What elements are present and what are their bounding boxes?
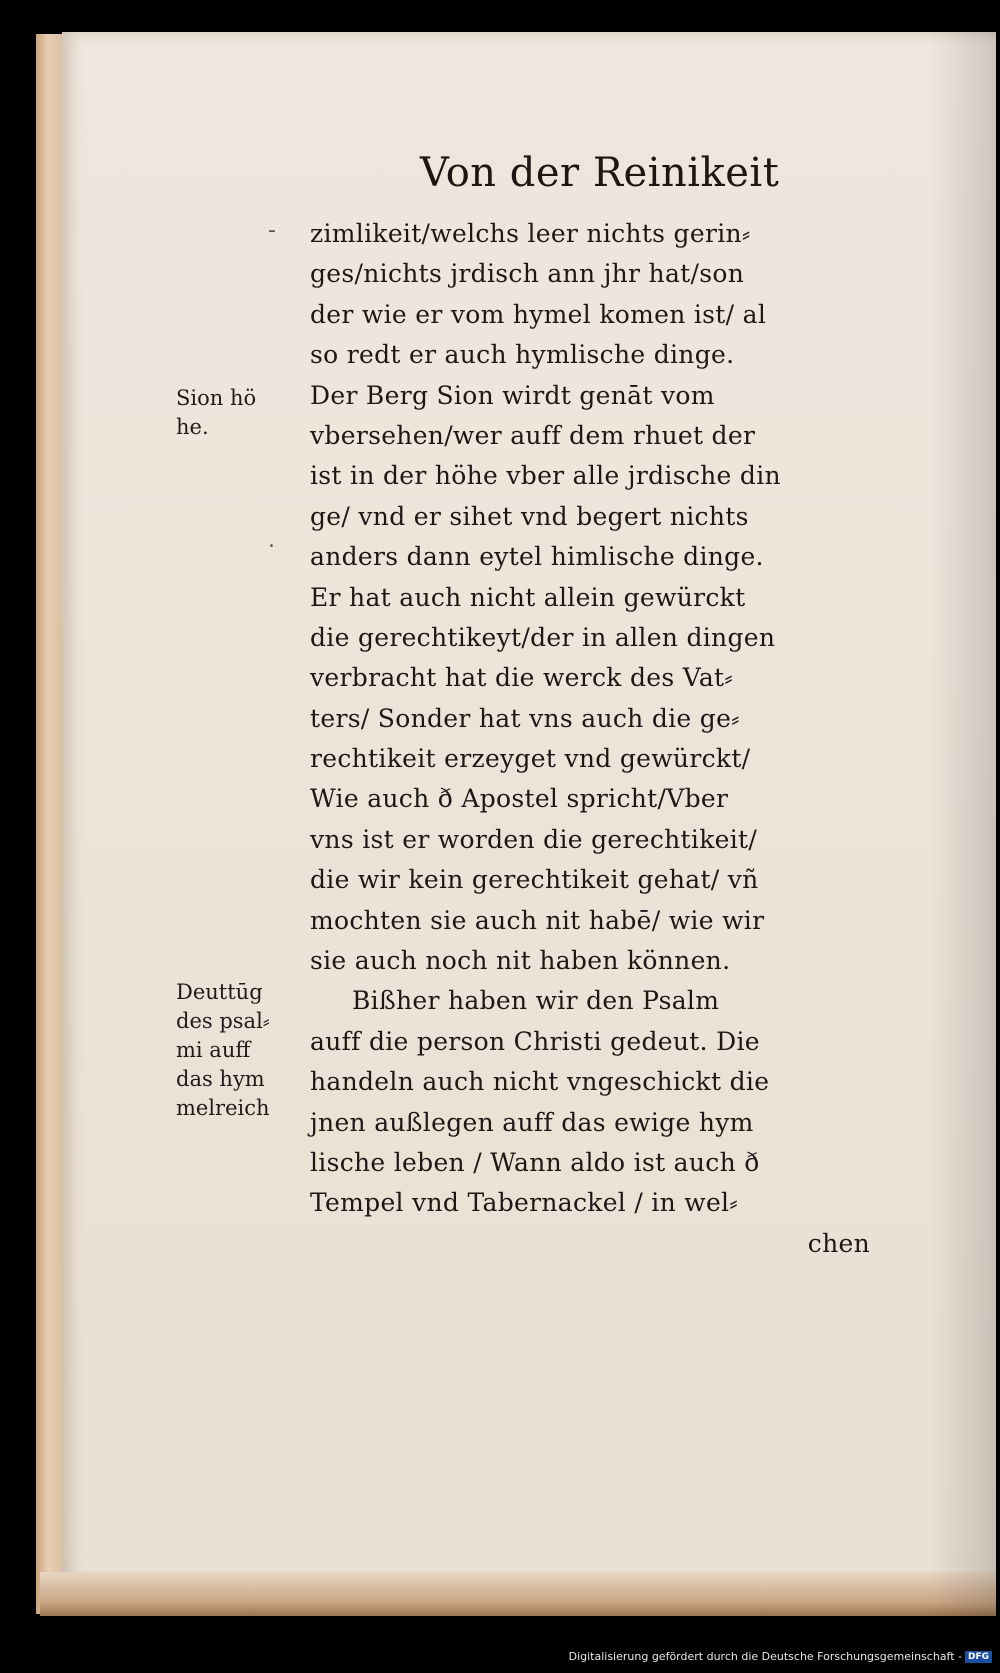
margin-note-line: mi auff [176, 1038, 251, 1062]
text-line: Er hat auch nicht allein gewürckt [310, 582, 746, 612]
text-line: vbersehen/wer auff dem rhuet der [310, 420, 756, 450]
margin-dash-mark: - [268, 218, 276, 243]
margin-note-deutung [176, 978, 270, 1123]
text-line: der wie er vom hymel komen ist/ al [310, 299, 767, 329]
margin-note-line: he. [176, 415, 209, 439]
margin-note-line: Deuttūg [176, 980, 263, 1004]
margin-note-line: melreich [176, 1096, 270, 1120]
text-line: ters/ Sonder hat vns auch die ge⸗ [310, 703, 740, 733]
margin-note-line: des psal⸗ [176, 1009, 270, 1033]
margin-note-line: Sion hö [176, 386, 257, 410]
text-line: anders dann eytel himlische dinge. [310, 542, 764, 572]
text-line: handeln auch nicht vngeschickt die [310, 1067, 770, 1097]
text-line: ge/ vnd er sihet vnd begert nichts [310, 501, 749, 531]
catchword: chen [807, 1228, 870, 1258]
text-line: vns ist er worden die gerechtikeit/ [310, 824, 758, 854]
text-line: zimlikeit/welchs leer nichts gerin⸗ [310, 219, 751, 248]
text-line: verbracht hat die werck des Vat⸗ [310, 663, 734, 693]
text-line: sie auch noch nit haben können. [310, 946, 731, 976]
text-line: rechtikeit erzeyget vnd gewürckt/ [310, 744, 751, 774]
text-line: mochten sie auch nit habē/ wie wir [310, 905, 765, 935]
body-text [310, 214, 870, 1264]
text-line: Tempel vnd Tabernackel / in wel⸗ [310, 1188, 738, 1218]
text-line: Der Berg Sion wirdt genāt vom [310, 380, 715, 410]
margin-note-line: das hym [176, 1067, 265, 1091]
text-line: die wir kein gerechtikeit gehat/ vñ [310, 865, 759, 895]
page-bottom-edge [40, 1572, 996, 1616]
credit-text: Digitalisierung gefördert durch die Deutsche Forschungsgemeinschaft - [568, 1650, 962, 1663]
margin-dot-mark: . [268, 528, 275, 553]
margin-note-sion [176, 384, 256, 442]
text-line: ist in der höhe vber alle jrdische din [310, 461, 781, 491]
running-head: Von der Reinikeit [420, 150, 780, 196]
text-line: so redt er auch hymlische dinge. [310, 340, 735, 370]
paragraph-start-line: Bißher haben wir den Psalm [352, 986, 720, 1016]
text-line: lische leben / Wann aldo ist auch ð [310, 1147, 760, 1177]
page-shadow [930, 30, 1000, 1620]
dfg-logo: DFG [965, 1651, 992, 1663]
text-line: auff die person Christi gedeut. Die [310, 1026, 760, 1056]
text-line: ges/nichts jrdisch ann jhr hat/son [310, 259, 745, 289]
text-line: die gerechtikeyt/der in allen dingen [310, 622, 776, 652]
digitization-credit [560, 1650, 1000, 1670]
text-line: jnen außlegen auff das ewige hym [310, 1107, 754, 1137]
text-line: Wie auch ð Apostel spricht/Vber [310, 784, 729, 814]
